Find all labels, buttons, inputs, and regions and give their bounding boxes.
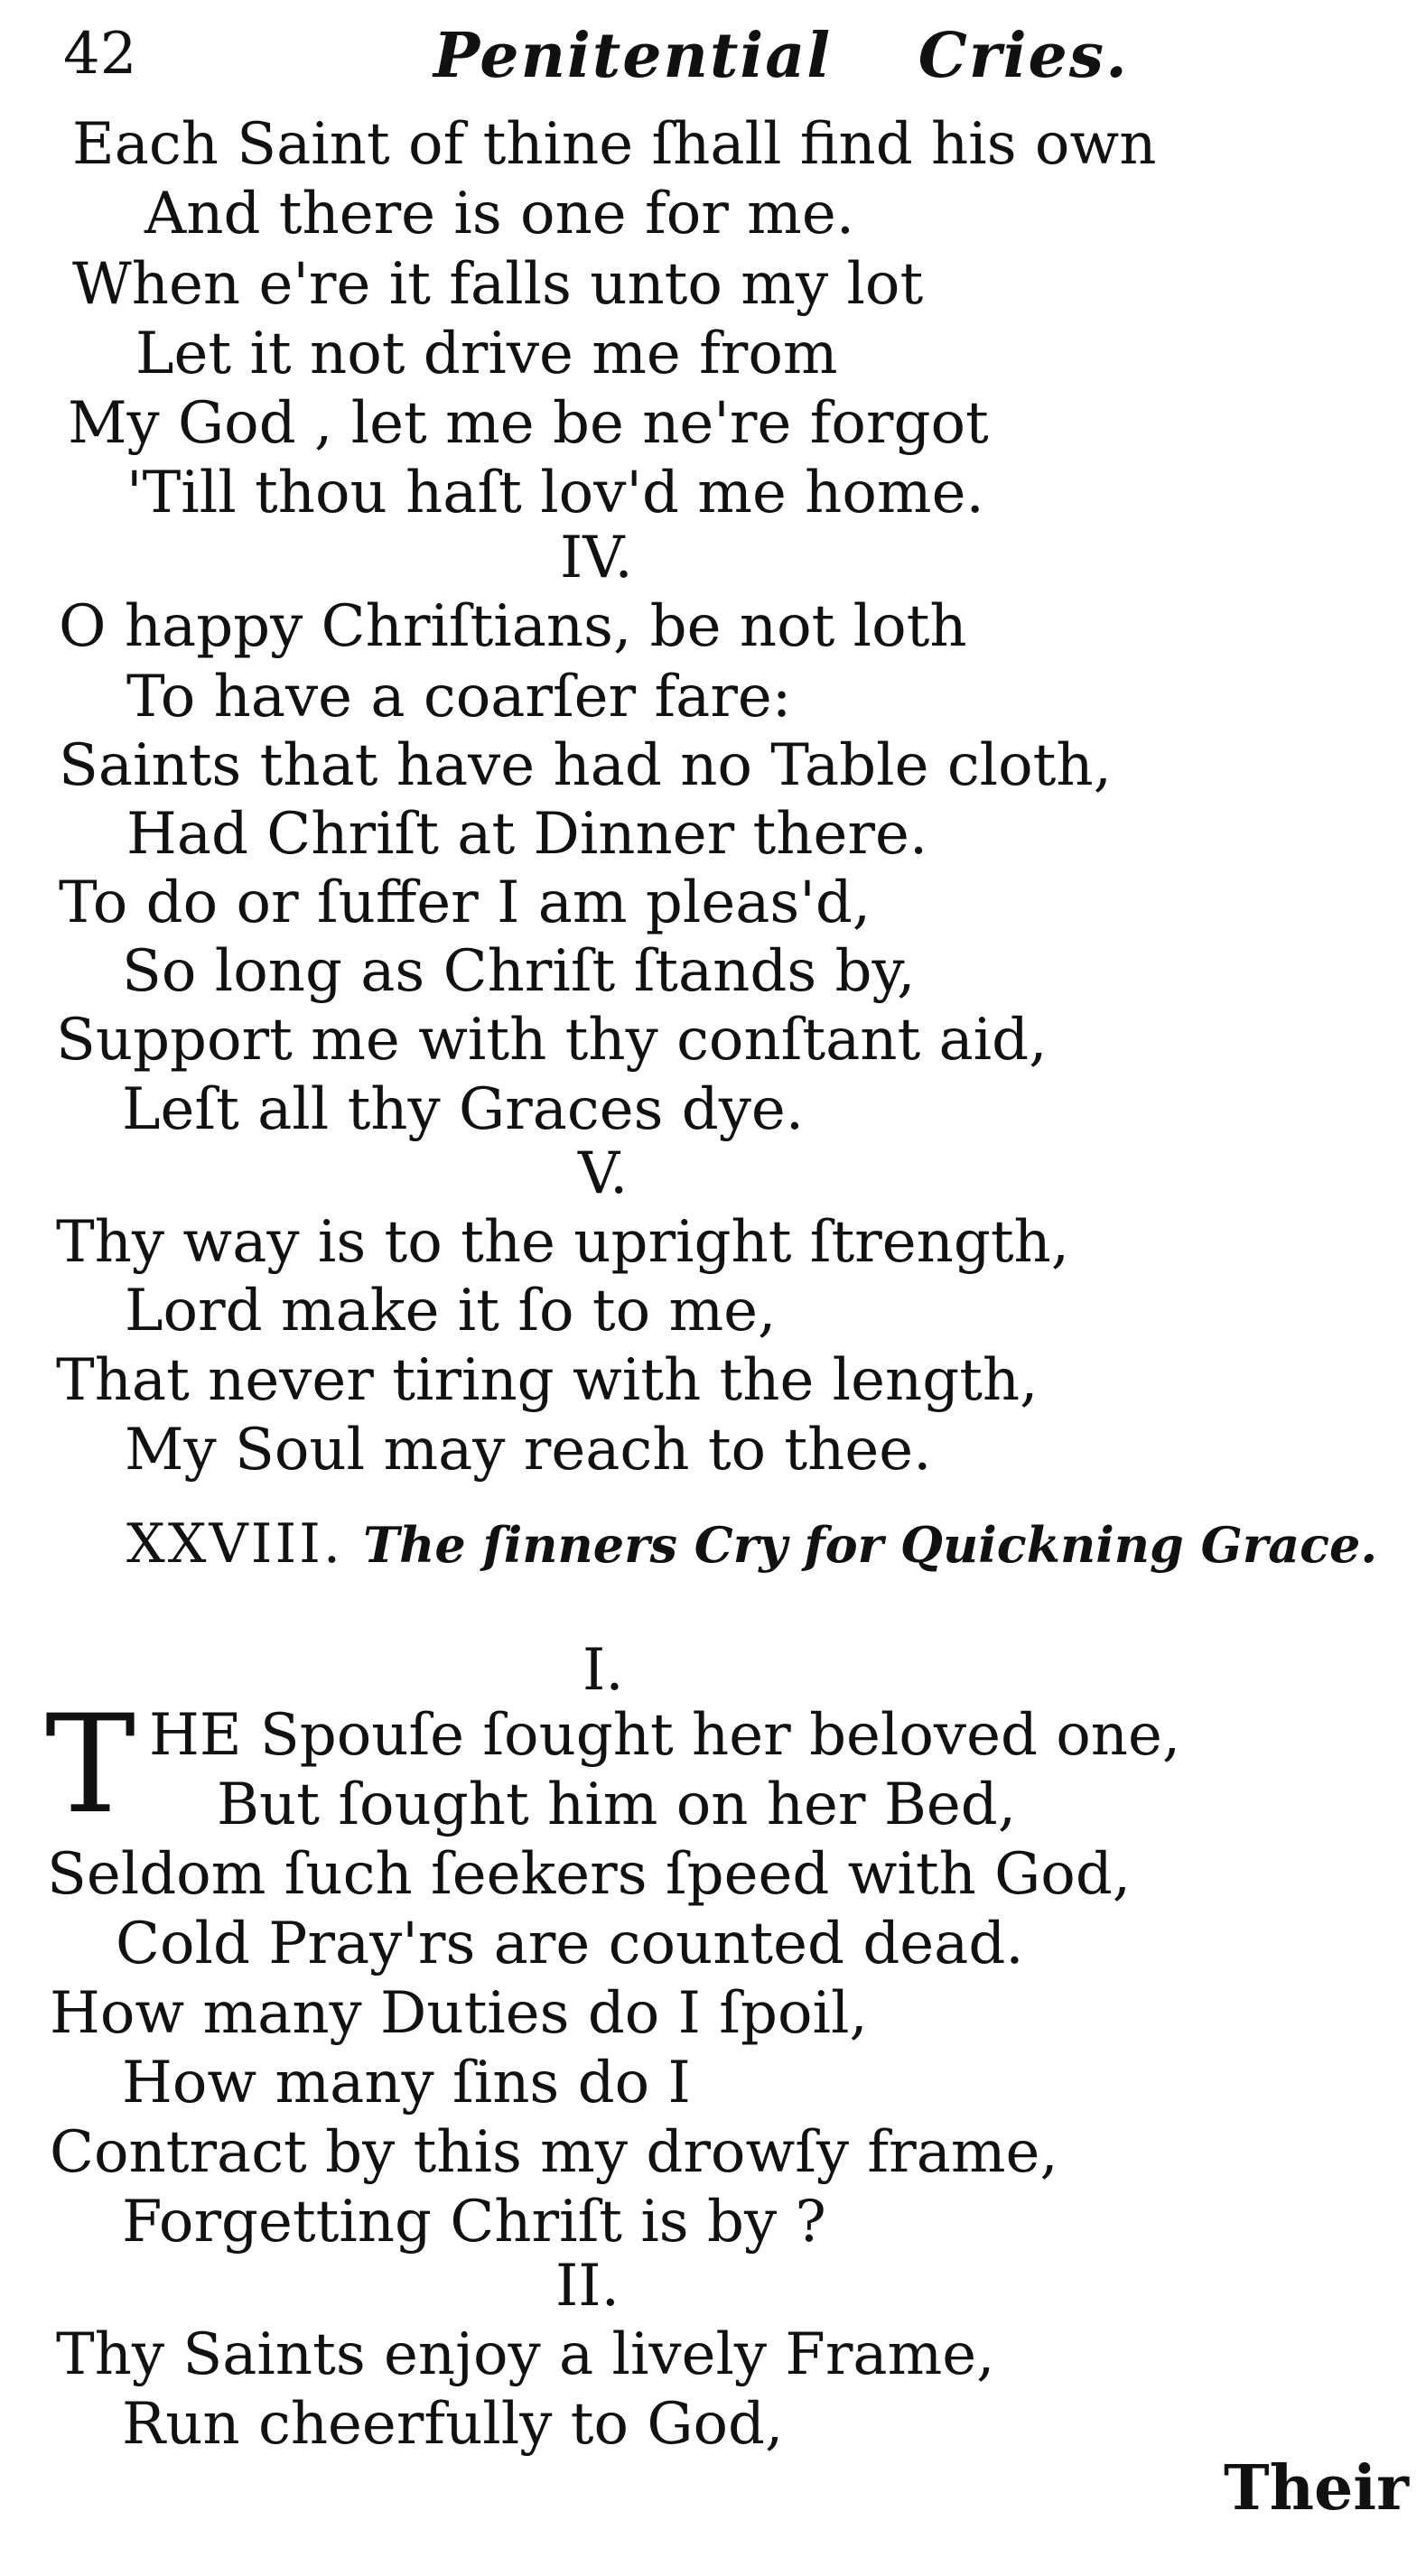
page-number: 42	[63, 21, 137, 88]
hymn-number: XXVIII.	[126, 1512, 343, 1576]
verse-line: Contract by this my drowſy frame,	[50, 2119, 1058, 2186]
verse-line: Lord make it ſo to me,	[125, 1278, 777, 1344]
verse-line: Leſt all thy Graces dye.	[122, 1076, 805, 1143]
verse-line: Had Chriſt at Dinner there.	[126, 801, 928, 868]
verse-line: How many ſins do I	[122, 2050, 691, 2116]
verse-line: My God , let me be ne're forgot	[68, 390, 989, 457]
verse-line: O happy Chriſtians, be not loth	[59, 593, 967, 660]
verse-line: When e're it falls unto my lot	[72, 251, 924, 318]
verse-line: Let it not drive me from	[135, 321, 838, 387]
verse-line: And there is one for me.	[144, 181, 855, 247]
verse-line: My Soul may reach to thee.	[125, 1417, 932, 1483]
verse-line: Seldom ſuch ſeekers ſpeed with God,	[47, 1841, 1132, 1908]
verse-line: Thy Saints enjoy a lively Frame,	[56, 2321, 995, 2388]
verse-line: Support me with thy conſtant aid,	[56, 1007, 1048, 1074]
drop-cap: T	[45, 1687, 136, 1844]
stanza-numeral: I.	[583, 1637, 624, 1704]
verse-line: But ſought him on her Bed,	[217, 1772, 1017, 1838]
verse-line: How many Duties do I ſpoil,	[50, 1980, 868, 2047]
verse-line: Run cheerfully to God,	[122, 2391, 784, 2458]
verse-line: Cold Pray'rs are counted dead.	[116, 1911, 1024, 1977]
stanza-numeral: IV.	[560, 525, 633, 591]
hymn-heading	[126, 1512, 1378, 1576]
verse-line: That never tiring with the length,	[56, 1347, 1039, 1414]
hymn-subtitle: The ſinners Cry for Quickning Grace.	[362, 1516, 1378, 1574]
verse-line: 'Till thou haſt lov'd me home.	[126, 460, 984, 526]
stanza-numeral: II.	[555, 2253, 620, 2320]
catchword: Their	[1224, 2452, 1409, 2525]
verse-line: To do or ſuffer I am pleas'd,	[59, 870, 871, 936]
running-title: Penitential Cries.	[433, 20, 1129, 92]
verse-line: HE Spouſe ſought her beloved one,	[149, 1702, 1181, 1769]
verse-line: Forgetting Chriſt is by ?	[122, 2189, 826, 2255]
verse-line: Thy way is to the upright ſtrength,	[56, 1209, 1070, 1276]
verse-line: Saints that have had no Table cloth,	[59, 732, 1112, 799]
stanza-numeral: V.	[578, 1140, 629, 1207]
verse-line: Each Saint of thine ſhall find his own	[72, 111, 1157, 178]
verse-line: To have a coarſer fare:	[126, 664, 792, 730]
verse-line: So long as Chriſt ſtands by,	[122, 938, 916, 1005]
